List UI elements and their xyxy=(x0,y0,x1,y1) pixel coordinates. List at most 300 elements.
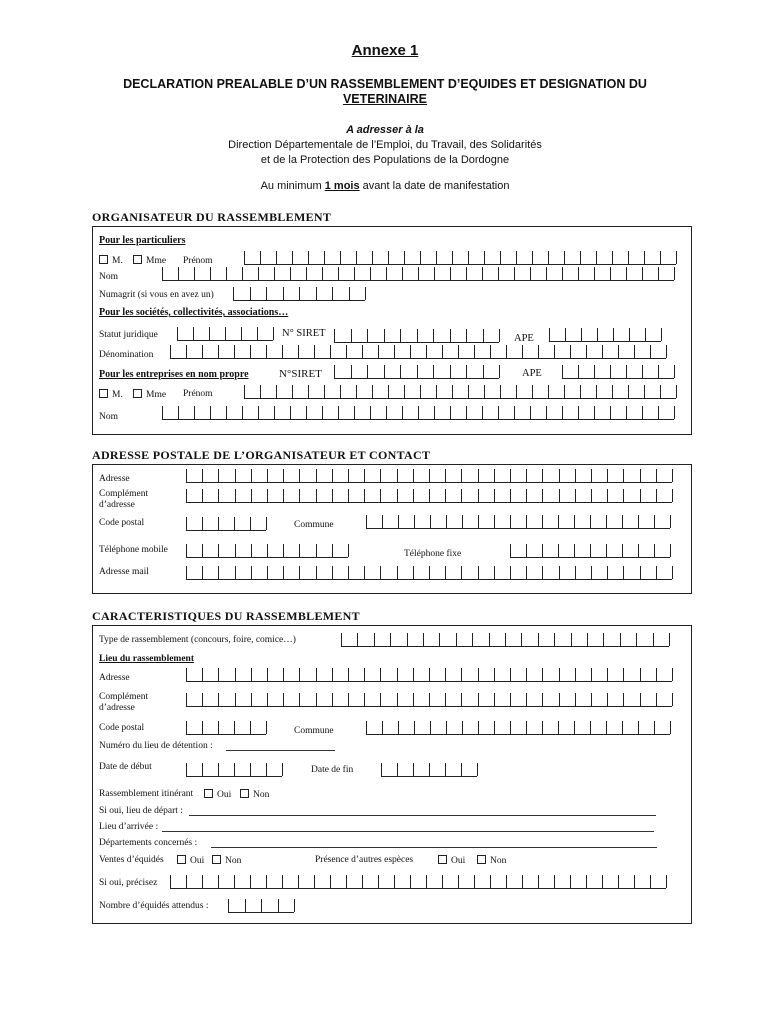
cell-divider xyxy=(316,668,317,681)
nombre-field[interactable] xyxy=(228,900,294,913)
cell-divider xyxy=(530,406,531,419)
cell-divider xyxy=(334,365,335,378)
date-debut-label: Date de début xyxy=(99,762,152,772)
checkbox-mme-2[interactable] xyxy=(133,389,142,398)
cell-divider xyxy=(186,544,187,557)
cell-divider xyxy=(538,633,539,646)
cell-divider xyxy=(186,693,187,706)
cell-divider xyxy=(548,251,549,264)
cell-divider xyxy=(266,517,267,530)
cell-divider xyxy=(570,875,571,888)
cell-divider xyxy=(478,693,479,706)
cell-divider xyxy=(250,287,251,300)
presence-label: Présence d’autres espèces xyxy=(315,855,414,865)
arrivee-line[interactable] xyxy=(162,831,654,832)
cell-divider xyxy=(357,633,358,646)
cell-divider xyxy=(413,668,414,681)
cell-divider xyxy=(478,566,479,579)
cell-divider xyxy=(623,489,624,502)
cell-divider xyxy=(364,566,365,579)
cell-divider xyxy=(413,763,414,776)
prenom-label-1: Prénom xyxy=(183,256,213,266)
numero-lieu-line[interactable] xyxy=(226,750,335,751)
ape2-field[interactable] xyxy=(562,366,674,379)
cell-divider xyxy=(458,345,459,358)
denomination-field[interactable] xyxy=(170,346,666,359)
nombre-label: Nombre d’équidés attendus : xyxy=(99,901,209,911)
cell-divider xyxy=(332,693,333,706)
cell-divider xyxy=(674,406,675,419)
cell-divider xyxy=(202,566,203,579)
cell-divider xyxy=(407,633,408,646)
cell-divider xyxy=(606,544,607,557)
cell-divider xyxy=(332,489,333,502)
cell-divider xyxy=(446,721,447,734)
cell-divider xyxy=(478,668,479,681)
type-field[interactable] xyxy=(341,634,669,647)
checkbox-mme-1[interactable] xyxy=(133,255,142,264)
cell-divider xyxy=(390,633,391,646)
cell-divider xyxy=(162,406,163,419)
cell-divider xyxy=(365,287,366,300)
cell-divider xyxy=(348,693,349,706)
cell-divider xyxy=(251,544,252,557)
cell-divider xyxy=(378,345,379,358)
cell-divider xyxy=(474,345,475,358)
cell-divider xyxy=(267,489,268,502)
cell-divider xyxy=(602,875,603,888)
cell-divider xyxy=(494,721,495,734)
cell-divider xyxy=(306,267,307,280)
cell-divider xyxy=(461,489,462,502)
societes-heading: Pour les sociétés, collectivités, associations… xyxy=(99,307,289,318)
cell-divider xyxy=(445,763,446,776)
cell-divider xyxy=(257,327,258,340)
cell-divider xyxy=(283,544,284,557)
declaration-title-line2: VETERINAIRE xyxy=(342,92,428,106)
cell-divider xyxy=(466,329,467,342)
cell-divider xyxy=(397,763,398,776)
nom-field-2[interactable] xyxy=(162,407,674,420)
tel-fixe-field[interactable] xyxy=(510,545,670,558)
date-fin-field[interactable] xyxy=(381,764,477,777)
cell-divider xyxy=(596,385,597,398)
cell-divider xyxy=(626,267,627,280)
cell-divider xyxy=(298,345,299,358)
cell-divider xyxy=(607,489,608,502)
cell-divider xyxy=(666,875,667,888)
cell-divider xyxy=(610,406,611,419)
cell-divider xyxy=(482,406,483,419)
cell-divider xyxy=(380,469,381,482)
cell-divider xyxy=(436,251,437,264)
checkbox-itinerant-non[interactable] xyxy=(240,789,249,798)
cell-divider xyxy=(436,385,437,398)
cell-divider xyxy=(250,721,251,734)
cell-divider xyxy=(660,251,661,264)
checkbox-ventes-oui[interactable] xyxy=(177,855,186,864)
checkbox-ventes-non[interactable] xyxy=(212,855,221,864)
ventes-non[interactable]: Non xyxy=(212,855,241,866)
particuliers-heading: Pour les particuliers xyxy=(99,235,186,246)
civility-m-1[interactable]: M. xyxy=(99,255,123,266)
cell-divider xyxy=(554,633,555,646)
itinerant-oui[interactable]: Oui xyxy=(204,789,231,800)
cell-divider xyxy=(571,633,572,646)
cell-divider xyxy=(314,345,315,358)
cell-divider xyxy=(306,406,307,419)
cell-divider xyxy=(570,345,571,358)
cell-divider xyxy=(483,329,484,342)
checkbox-itinerant-oui[interactable] xyxy=(204,789,213,798)
cell-divider xyxy=(170,345,171,358)
cell-divider xyxy=(186,875,187,888)
cell-divider xyxy=(575,668,576,681)
cell-divider xyxy=(234,721,235,734)
cell-divider xyxy=(591,489,592,502)
cell-divider xyxy=(607,668,608,681)
cell-divider xyxy=(516,251,517,264)
cell-divider xyxy=(597,328,598,341)
cell-divider xyxy=(549,328,550,341)
cell-divider xyxy=(322,406,323,419)
prenom-field-2[interactable] xyxy=(244,386,676,399)
itinerant-non[interactable]: Non xyxy=(240,789,269,800)
cell-divider xyxy=(382,721,383,734)
cell-divider xyxy=(234,517,235,530)
cell-divider xyxy=(186,566,187,579)
cell-divider xyxy=(429,763,430,776)
cell-divider xyxy=(218,763,219,776)
cell-divider xyxy=(516,385,517,398)
cell-divider xyxy=(644,251,645,264)
cell-divider xyxy=(640,489,641,502)
cell-divider xyxy=(372,251,373,264)
cell-divider xyxy=(251,566,252,579)
cell-divider xyxy=(591,469,592,482)
cell-divider xyxy=(670,544,671,557)
statut-label: Statut juridique xyxy=(99,330,158,340)
cell-divider xyxy=(640,469,641,482)
checkbox-presence-oui[interactable] xyxy=(438,855,447,864)
cell-divider xyxy=(267,544,268,557)
cell-divider xyxy=(388,251,389,264)
cell-divider xyxy=(316,489,317,502)
cell-divider xyxy=(490,345,491,358)
cell-divider xyxy=(348,566,349,579)
departements-line[interactable] xyxy=(211,847,657,848)
cell-divider xyxy=(558,515,559,528)
cell-divider xyxy=(276,251,277,264)
cell-divider xyxy=(233,287,234,300)
lieu-commune-field[interactable] xyxy=(366,722,670,735)
cell-divider xyxy=(494,566,495,579)
cell-divider xyxy=(364,489,365,502)
civility-m-2[interactable]: M. xyxy=(99,389,123,400)
cell-divider xyxy=(282,763,283,776)
checkbox-m-1[interactable] xyxy=(99,255,108,264)
cell-divider xyxy=(542,469,543,482)
cell-divider xyxy=(642,365,643,378)
cell-divider xyxy=(654,721,655,734)
cell-divider xyxy=(354,267,355,280)
cell-divider xyxy=(202,763,203,776)
cell-divider xyxy=(526,693,527,706)
cell-divider xyxy=(461,668,462,681)
depart-line[interactable] xyxy=(189,815,656,816)
lieu-adresse-field[interactable] xyxy=(186,669,672,682)
cell-divider xyxy=(650,345,651,358)
cell-divider xyxy=(202,489,203,502)
cell-divider xyxy=(596,251,597,264)
cell-divider xyxy=(226,406,227,419)
cell-divider xyxy=(472,633,473,646)
cell-divider xyxy=(578,365,579,378)
cell-divider xyxy=(676,251,677,264)
cell-divider xyxy=(478,721,479,734)
cell-divider xyxy=(636,633,637,646)
civility-mme-2[interactable]: Mme xyxy=(133,389,166,400)
cell-divider xyxy=(194,406,195,419)
cell-divider xyxy=(634,345,635,358)
presence-non[interactable]: Non xyxy=(477,855,506,866)
tel-mobile-field[interactable] xyxy=(186,545,348,558)
precisez-label: Si oui, précisez xyxy=(99,878,158,888)
siret2-field[interactable] xyxy=(334,366,499,379)
section-organisateur-heading: ORGANISATEUR DU RASSEMBLEMENT xyxy=(92,210,332,224)
cell-divider xyxy=(299,566,300,579)
date-fin-label: Date de fin xyxy=(311,765,354,775)
cell-divider xyxy=(202,517,203,530)
code-postal-field[interactable] xyxy=(186,518,266,531)
cell-divider xyxy=(420,251,421,264)
cell-divider xyxy=(340,251,341,264)
cell-divider xyxy=(349,287,350,300)
cell-divider xyxy=(332,469,333,482)
cell-divider xyxy=(346,875,347,888)
siret2-label: N°SIRET xyxy=(279,368,322,380)
cell-divider xyxy=(578,267,579,280)
cell-divider xyxy=(433,365,434,378)
cell-divider xyxy=(575,489,576,502)
adresse-field[interactable] xyxy=(186,470,672,483)
cell-divider xyxy=(610,365,611,378)
cell-divider xyxy=(526,469,527,482)
cell-divider xyxy=(397,489,398,502)
cell-divider xyxy=(542,693,543,706)
cell-divider xyxy=(381,763,382,776)
cell-divider xyxy=(267,668,268,681)
cell-divider xyxy=(645,328,646,341)
cell-divider xyxy=(162,267,163,280)
cell-divider xyxy=(341,633,342,646)
ventes-oui[interactable]: Oui xyxy=(177,855,204,866)
cell-divider xyxy=(308,251,309,264)
cell-divider xyxy=(282,875,283,888)
cell-divider xyxy=(414,515,415,528)
cell-divider xyxy=(267,469,268,482)
cell-divider xyxy=(356,385,357,398)
cell-divider xyxy=(235,544,236,557)
cell-divider xyxy=(267,566,268,579)
cell-divider xyxy=(426,875,427,888)
numagrit-field[interactable] xyxy=(233,288,365,301)
commune-field[interactable] xyxy=(366,516,670,529)
cell-divider xyxy=(388,385,389,398)
cell-divider xyxy=(235,693,236,706)
civility-mme-1[interactable]: Mme xyxy=(133,255,166,266)
precisez-field[interactable] xyxy=(170,876,666,889)
cell-divider xyxy=(348,489,349,502)
cell-divider xyxy=(370,267,371,280)
cell-divider xyxy=(322,267,323,280)
cell-divider xyxy=(324,251,325,264)
cell-divider xyxy=(374,633,375,646)
cell-divider xyxy=(299,544,300,557)
presence-oui[interactable]: Oui xyxy=(438,855,465,866)
cell-divider xyxy=(462,515,463,528)
cell-divider xyxy=(506,875,507,888)
ape2-label: APE xyxy=(522,368,542,379)
cell-divider xyxy=(510,469,511,482)
cell-divider xyxy=(316,693,317,706)
checkbox-m-2[interactable] xyxy=(99,389,108,398)
cell-divider xyxy=(235,668,236,681)
nom-label-1: Nom xyxy=(99,272,118,282)
cell-divider xyxy=(413,693,414,706)
cell-divider xyxy=(562,406,563,419)
cell-divider xyxy=(498,267,499,280)
cell-divider xyxy=(364,469,365,482)
cell-divider xyxy=(466,406,467,419)
cell-divider xyxy=(638,544,639,557)
cell-divider xyxy=(468,385,469,398)
cell-divider xyxy=(676,385,677,398)
cell-divider xyxy=(510,668,511,681)
cell-divider xyxy=(587,633,588,646)
lieu-code-postal-field[interactable] xyxy=(186,722,266,735)
statut-field[interactable] xyxy=(177,328,273,341)
date-debut-field[interactable] xyxy=(186,764,282,777)
prenom-field-1[interactable] xyxy=(244,252,676,265)
direction-line2: et de la Protection des Populations de la Dordogne xyxy=(260,154,510,166)
cell-divider xyxy=(258,267,259,280)
cell-divider xyxy=(564,385,565,398)
cell-divider xyxy=(273,327,274,340)
cell-divider xyxy=(384,329,385,342)
cell-divider xyxy=(532,385,533,398)
checkbox-presence-non[interactable] xyxy=(477,855,486,864)
cell-divider xyxy=(468,251,469,264)
cell-divider xyxy=(656,489,657,502)
nom-field-1[interactable] xyxy=(162,268,674,281)
ventes-label: Ventes d’équidés xyxy=(99,855,164,865)
cell-divider xyxy=(404,385,405,398)
cell-divider xyxy=(650,875,651,888)
cell-divider xyxy=(452,385,453,398)
cell-divider xyxy=(354,406,355,419)
cell-divider xyxy=(653,633,654,646)
cell-divider xyxy=(578,406,579,419)
cell-divider xyxy=(554,345,555,358)
cell-divider xyxy=(656,668,657,681)
cell-divider xyxy=(330,875,331,888)
cell-divider xyxy=(642,267,643,280)
cell-divider xyxy=(489,633,490,646)
cell-divider xyxy=(542,721,543,734)
cell-divider xyxy=(330,345,331,358)
cell-divider xyxy=(234,345,235,358)
mail-field[interactable] xyxy=(186,567,672,580)
cell-divider xyxy=(439,633,440,646)
cell-divider xyxy=(235,489,236,502)
cell-divider xyxy=(542,515,543,528)
cell-divider xyxy=(526,566,527,579)
cell-divider xyxy=(574,721,575,734)
cell-divider xyxy=(500,251,501,264)
cell-divider xyxy=(574,515,575,528)
ape-field[interactable] xyxy=(549,329,661,342)
cell-divider xyxy=(510,544,511,557)
cell-divider xyxy=(426,345,427,358)
cell-divider xyxy=(626,365,627,378)
siret-field[interactable] xyxy=(334,330,499,343)
cell-divider xyxy=(623,566,624,579)
cell-divider xyxy=(418,267,419,280)
cell-divider xyxy=(218,668,219,681)
cell-divider xyxy=(380,693,381,706)
cell-divider xyxy=(612,385,613,398)
cell-divider xyxy=(674,267,675,280)
cell-divider xyxy=(594,267,595,280)
prenom-label-2: Prénom xyxy=(183,389,213,399)
nom-label-2: Nom xyxy=(99,412,118,422)
cell-divider xyxy=(417,365,418,378)
cell-divider xyxy=(452,251,453,264)
cell-divider xyxy=(261,899,262,912)
cell-divider xyxy=(260,251,261,264)
cell-divider xyxy=(413,566,414,579)
cell-divider xyxy=(193,327,194,340)
cell-divider xyxy=(607,566,608,579)
cell-divider xyxy=(283,287,284,300)
cell-divider xyxy=(603,633,604,646)
cell-divider xyxy=(445,489,446,502)
cell-divider xyxy=(581,328,582,341)
lieu-complement-field[interactable] xyxy=(186,694,672,707)
cell-divider xyxy=(559,668,560,681)
adresser-label: A adresser à la xyxy=(346,124,424,136)
complement-field[interactable] xyxy=(186,490,672,503)
cell-divider xyxy=(591,693,592,706)
cell-divider xyxy=(442,875,443,888)
cell-divider xyxy=(370,406,371,419)
cell-divider xyxy=(260,385,261,398)
cell-divider xyxy=(338,406,339,419)
cell-divider xyxy=(410,345,411,358)
cell-divider xyxy=(446,515,447,528)
cell-divider xyxy=(640,668,641,681)
cell-divider xyxy=(546,267,547,280)
cell-divider xyxy=(382,515,383,528)
cell-divider xyxy=(542,489,543,502)
cell-divider xyxy=(658,267,659,280)
cell-divider xyxy=(575,693,576,706)
cell-divider xyxy=(316,287,317,300)
cell-divider xyxy=(356,251,357,264)
cell-divider xyxy=(494,469,495,482)
cell-divider xyxy=(242,406,243,419)
